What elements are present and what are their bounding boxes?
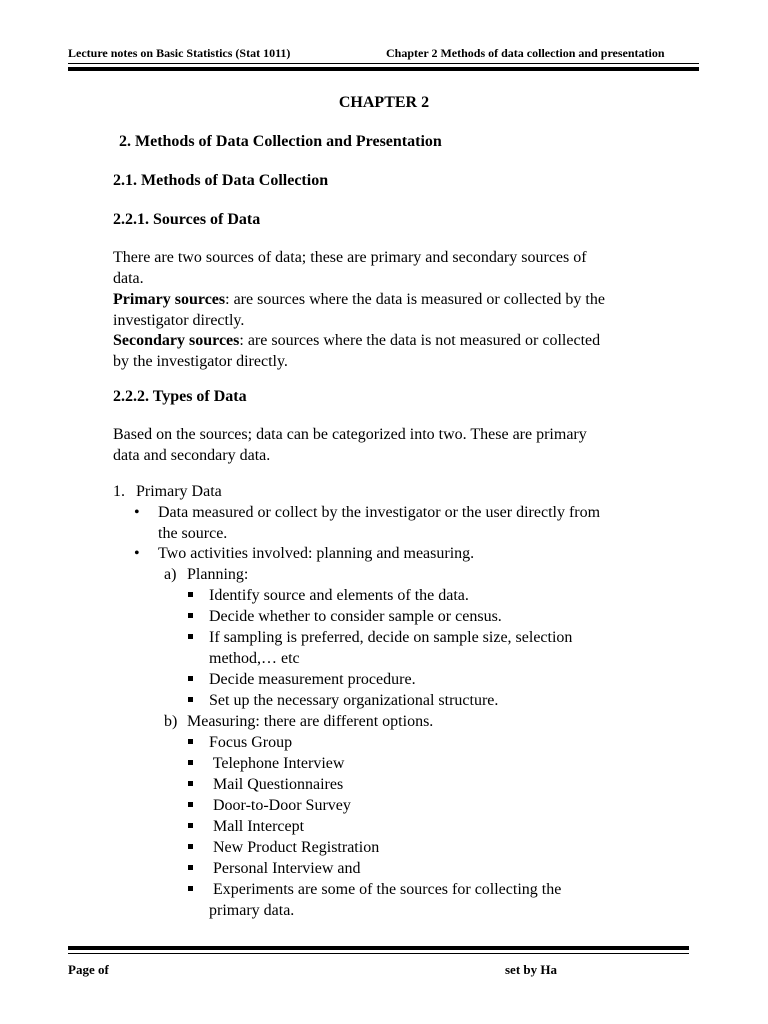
footer-page-label: Page of [68,962,109,977]
square-bullet [188,592,193,597]
square-bullet [188,865,193,870]
measuring-item-3: Mail Questionnaires [209,776,344,793]
secondary-def-rest: : are sources where the data is not measured or collected [239,332,601,349]
heading-main: 2. Methods of Data Collection and Presentation [119,133,442,150]
sources-para-line1: There are two sources of data; these are primary and secondary sources of [113,249,587,266]
bullet-dot-1: • [134,504,140,521]
planning-item-1: Identify source and elements of the data. [209,587,469,604]
bullet-1-line1: Data measured or collect by the investigator or the user directly from [158,504,601,521]
footer-rule-thin [68,953,689,954]
square-bullet [188,823,193,828]
measuring-item-2: Telephone Interview [209,755,345,772]
sub-a-label: Planning: [187,566,249,583]
list-item-1-marker: 1. [113,483,125,500]
square-bullet [188,844,193,849]
sources-para-line2: data. [113,270,144,287]
planning-item-5: Set up the necessary organizational structure. [209,692,499,709]
secondary-def-line1 [113,330,600,351]
types-para-line1: Based on the sources; data can be categorized into two. These are primary [113,426,587,443]
header-rule-thick [68,67,699,71]
measuring-item-8-line2: primary data. [209,902,295,919]
header-left-text: Lecture notes on Basic Statistics (Stat 1011) [68,46,291,60]
secondary-term: Secondary sources [113,332,240,349]
square-bullet [188,613,193,618]
square-bullet [188,634,193,639]
secondary-def-line2: by the investigator directly. [113,353,288,370]
square-bullet [188,697,193,702]
measuring-item-4: Door-to-Door Survey [209,797,351,814]
footer-author-label: set by Ha [505,962,557,977]
chapter-title [0,94,768,112]
sub-b-marker: b) [164,713,178,730]
bullet-2-text: Two activities involved: planning and measuring. [158,545,475,562]
measuring-item-8-line1: Experiments are some of the sources for collecting the [209,881,562,898]
planning-item-3-line1: If sampling is preferred, decide on sample size, selection [209,629,573,646]
square-bullet [188,739,193,744]
bullet-1-line2: the source. [158,525,228,542]
heading-2-1: 2.1. Methods of Data Collection [113,172,329,189]
primary-def-line1 [113,289,605,310]
square-bullet [188,781,193,786]
planning-item-2: Decide whether to consider sample or census. [209,608,502,625]
measuring-item-1: Focus Group [209,734,293,751]
sub-b-label: Measuring: there are different options. [187,713,434,730]
primary-term: Primary sources [113,291,226,308]
header-rule-thin [68,63,699,64]
header-right-text: Chapter 2 Methods of data collection and presentation [386,46,665,60]
chapter-title-text: CHAPTER 2 [338,94,430,111]
measuring-item-6: New Product Registration [209,839,380,856]
planning-item-4: Decide measurement procedure. [209,671,416,688]
sub-a-marker: a) [164,566,177,583]
primary-def-rest: : are sources where the data is measured or collected by the [225,291,605,308]
square-bullet [188,676,193,681]
square-bullet [188,886,193,891]
square-bullet [188,802,193,807]
bullet-dot-2: • [134,545,140,562]
measuring-item-7: Personal Interview and [209,860,361,877]
footer-rule-thick [68,946,689,950]
primary-def-line2: investigator directly. [113,312,245,329]
measuring-item-5: Mall Intercept [209,818,305,835]
planning-item-3-line2: method,… etc [209,650,300,667]
list-item-1-label: Primary Data [136,483,222,500]
heading-2-2-1: 2.2.1. Sources of Data [113,211,261,228]
heading-2-2-2: 2.2.2. Types of Data [113,388,247,405]
square-bullet [188,760,193,765]
types-para-line2: data and secondary data. [113,447,271,464]
